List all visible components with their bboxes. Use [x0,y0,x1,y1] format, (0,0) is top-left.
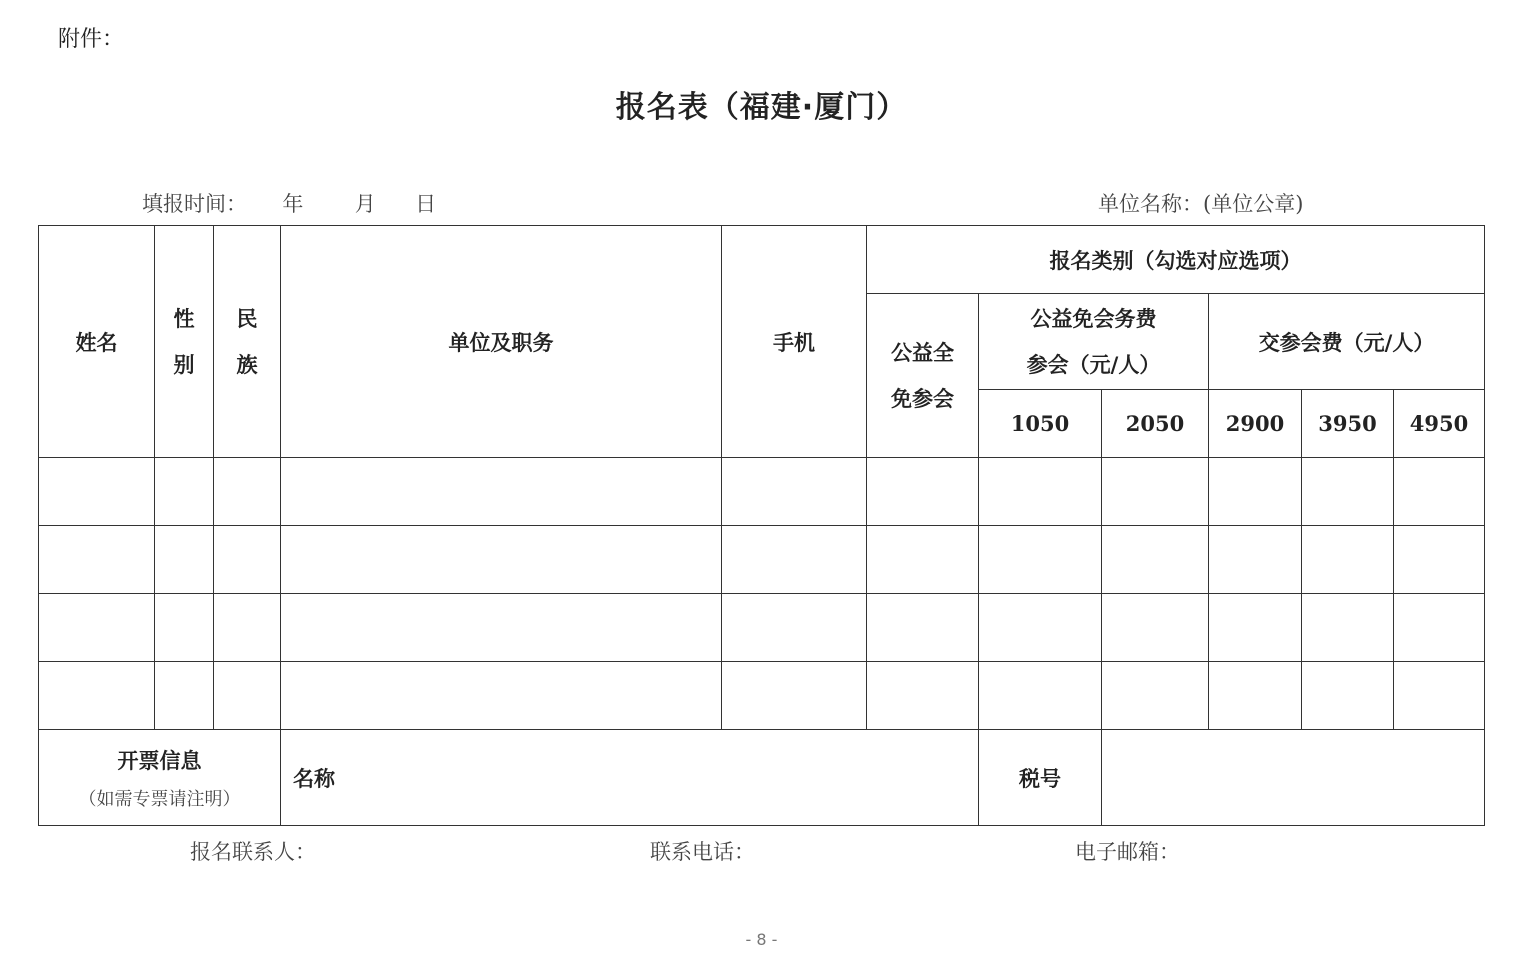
input-cell[interactable] [214,526,281,594]
checkbox-cell[interactable] [1102,662,1209,730]
header-free [867,294,979,458]
header-ethnicity [214,226,281,458]
input-cell[interactable] [155,594,214,662]
invoice-tax-label: 税号 [1019,766,1061,791]
header-waived-line1: 公益免会务费 [1030,306,1157,331]
attachment-label: 附件： [58,27,125,52]
checkbox-cell[interactable] [867,526,979,594]
header-free-line1: 公益全 [891,340,954,365]
input-cell[interactable] [39,526,155,594]
header-waived [979,294,1209,390]
input-cell[interactable] [39,662,155,730]
invoice-label-cell [39,730,281,826]
checkbox-cell[interactable] [1394,594,1485,662]
header-ethnicity-line1: 民 [236,306,258,331]
header-category: 报名类别（勾选对应选项） [867,226,1485,294]
input-cell[interactable] [155,662,214,730]
checkbox-cell[interactable] [1102,458,1209,526]
fill-date-line [142,188,436,218]
page-title: 报名表（福建·厦门） [615,90,908,125]
input-cell[interactable] [281,662,722,730]
invoice-row [39,730,1485,826]
email-label: 电子邮箱： [1075,840,1180,864]
contact-person-label: 报名联系人： [190,840,316,864]
input-cell[interactable] [214,662,281,730]
input-cell[interactable] [155,458,214,526]
input-cell[interactable] [39,458,155,526]
year-label: 年 [282,192,304,216]
input-cell[interactable] [214,594,281,662]
checkbox-cell[interactable] [1302,662,1394,730]
contact-phone-label: 联系电话： [650,840,755,864]
header-gender [155,226,214,458]
checkbox-cell[interactable] [1209,458,1302,526]
input-cell[interactable] [281,594,722,662]
invoice-name-cell[interactable] [281,730,979,826]
input-cell[interactable] [281,458,722,526]
header-waived-line2: 参会（元/人） [1026,352,1161,377]
checkbox-cell[interactable] [867,594,979,662]
checkbox-cell[interactable] [1302,594,1394,662]
fee-4950: 4950 [1394,390,1485,458]
registration-table [38,225,1485,826]
header-gender-line1: 性 [173,306,195,331]
invoice-name-label: 名称 [293,766,335,791]
header-unit-position: 单位及职务 [281,226,722,458]
fee-2900: 2900 [1209,390,1302,458]
table-row [39,458,1485,526]
fill-date-label: 填报时间： [142,192,247,216]
checkbox-cell[interactable] [979,526,1102,594]
org-name-label: 单位名称：(单位公章) [1098,192,1304,216]
input-cell[interactable] [722,594,867,662]
checkbox-cell[interactable] [1302,526,1394,594]
checkbox-cell[interactable] [1209,662,1302,730]
fee-1050: 1050 [979,390,1102,458]
page-number: - 8 - [745,930,778,949]
fee-2050: 2050 [1102,390,1209,458]
checkbox-cell[interactable] [979,458,1102,526]
checkbox-cell[interactable] [867,458,979,526]
invoice-tax-label-cell [979,730,1102,826]
invoice-tax-input-cell[interactable] [1102,730,1485,826]
header-free-line2: 免参会 [891,386,954,411]
input-cell[interactable] [722,662,867,730]
header-name: 姓名 [39,226,155,458]
checkbox-cell[interactable] [979,662,1102,730]
table-row [39,526,1485,594]
header-ethnicity-line2: 族 [236,352,258,377]
checkbox-cell[interactable] [979,594,1102,662]
checkbox-cell[interactable] [1209,526,1302,594]
checkbox-cell[interactable] [1394,662,1485,730]
input-cell[interactable] [214,458,281,526]
checkbox-cell[interactable] [867,662,979,730]
invoice-note: （如需专票请注明） [78,788,241,810]
table-row [39,594,1485,662]
checkbox-cell[interactable] [1102,594,1209,662]
checkbox-cell[interactable] [1102,526,1209,594]
invoice-label: 开票信息 [117,748,202,773]
header-phone: 手机 [722,226,867,458]
month-label: 月 [354,192,376,216]
checkbox-cell[interactable] [1394,526,1485,594]
checkbox-cell[interactable] [1209,594,1302,662]
input-cell[interactable] [722,526,867,594]
input-cell[interactable] [155,526,214,594]
input-cell[interactable] [39,594,155,662]
header-paid: 交参会费（元/人） [1209,294,1485,390]
day-label: 日 [415,192,437,216]
checkbox-cell[interactable] [1394,458,1485,526]
input-cell[interactable] [722,458,867,526]
checkbox-cell[interactable] [1302,458,1394,526]
header-gender-line2: 别 [173,352,195,377]
table-row [39,662,1485,730]
input-cell[interactable] [281,526,722,594]
fee-3950: 3950 [1302,390,1394,458]
